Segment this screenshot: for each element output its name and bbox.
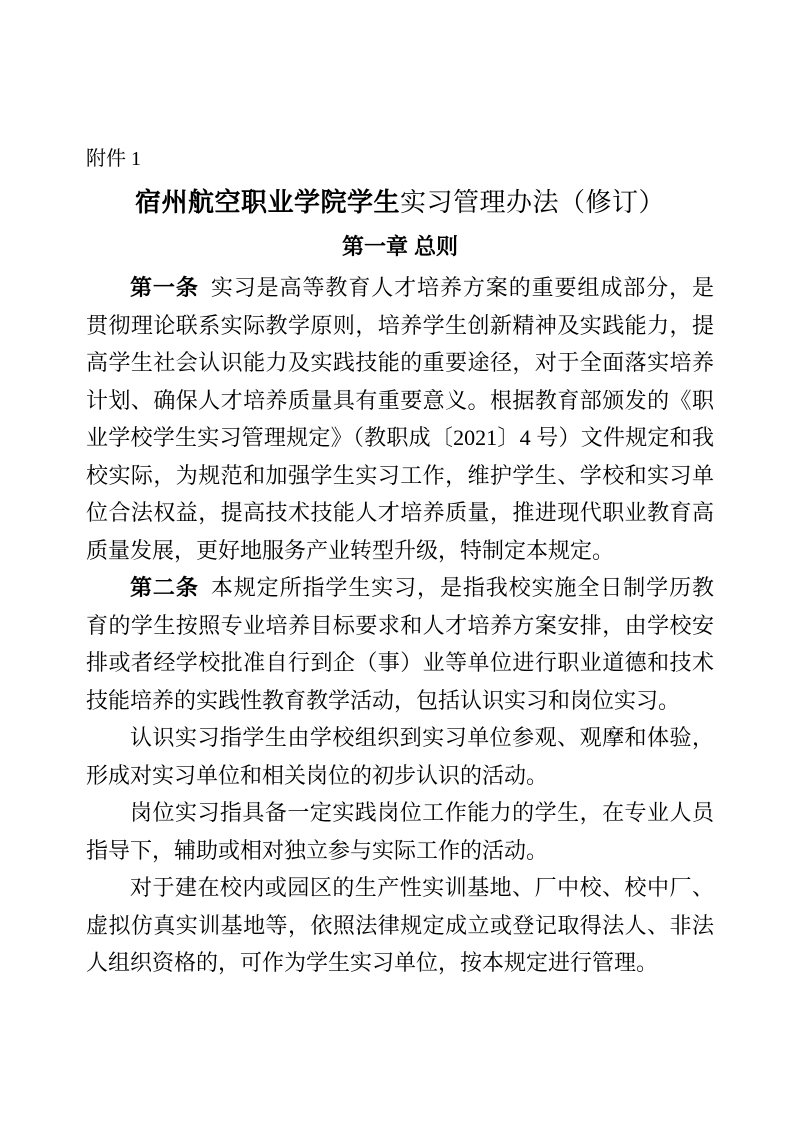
article-2-number: 第二条 xyxy=(130,575,199,600)
paragraph-3-text: 认识实习指学生由学校组织到实习单位参观、观摩和体验，形成对实习单位和相关岗位的初步认识的活动。 xyxy=(86,725,714,788)
article-2-text: 本规定所指学生实习，是指我校实施全日制学历教育的学生按照专业培养目标要求和人才培养方案安排，由学校安排或者经学校批准自行到企（事）业等单位进行职业道德和技术技能培养的实践性教育教学活动，包括认识实习和岗位实习。 xyxy=(86,575,714,713)
paragraph-5-text: 对于建在校内或园区的生产性实训基地、厂中校、校中厂、虚拟仿真实训基地等，依照法律规定成立或登记取得法人、非法人组织资格的，可作为学生实习单位，按本规定进行管理。 xyxy=(86,875,714,975)
paragraph-recognition-internship xyxy=(86,719,714,794)
attachment-label: 附件 1 xyxy=(86,148,141,170)
paragraph-article-2 xyxy=(86,569,714,719)
article-1-number: 第一条 xyxy=(130,275,199,300)
paragraph-post-internship xyxy=(86,794,714,869)
document-title-rest-part: 实习管理办法（修订） xyxy=(400,188,666,217)
document-body xyxy=(86,269,714,982)
chapter-heading: 第一章 总则 xyxy=(341,234,459,259)
paragraph-4-text: 岗位实习指具备一定实践岗位工作能力的学生，在专业人员指导下，辅助或相对独立参与实际工作的活动。 xyxy=(86,800,714,863)
article-1-text: 实习是高等教育人才培养方案的重要组成部分，是贯彻理论联系实际教学原则，培养学生创新精神及实践能力，提高学生社会认识能力及实践技能的重要途径，对于全面落实培养计划、确保人才培养质量具有重要意义。根据教育部颁发的《职业学校学生实习管理规定》（教职成〔2021〕4 号）文件规定和我校实际，为规范和加强学生实习工作，维护学生、学校和实习单位合法权益，提高技术技能人才培养质量，推进现代职业教育高质量发展，更好地服务产业转型升级，特制定本规定。 xyxy=(86,275,714,563)
paragraph-article-1 xyxy=(86,269,714,569)
document-title xyxy=(86,184,714,222)
document-title-school-part: 宿州航空职业学院学生 xyxy=(134,188,400,217)
paragraph-training-base xyxy=(86,869,714,982)
